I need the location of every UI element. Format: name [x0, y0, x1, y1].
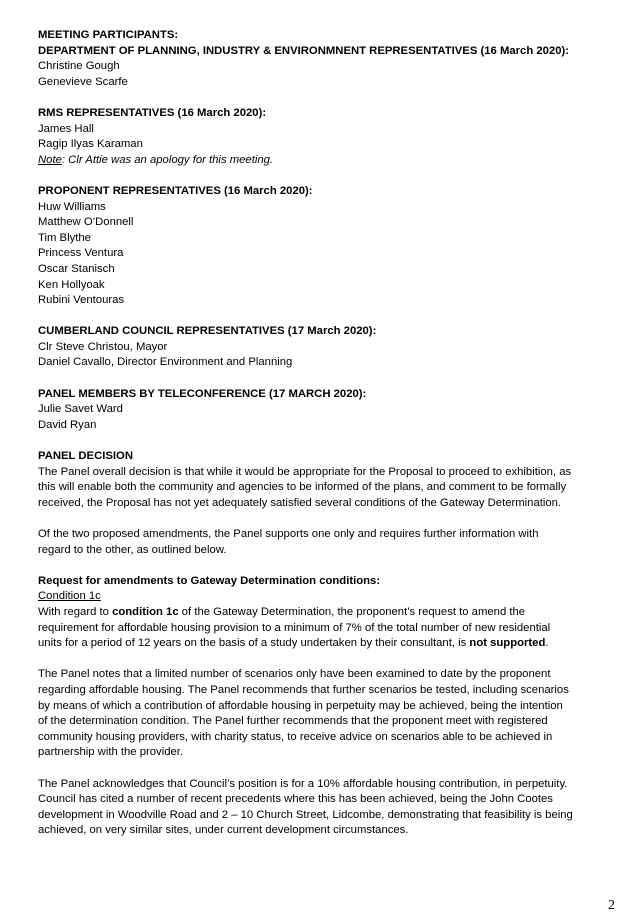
rms-heading: RMS REPRESENTATIVES (16 March 2020): — [38, 106, 267, 119]
meeting-participants-heading: MEETING PARTICIPANTS: — [38, 29, 179, 41]
condition-text: requirement for affordable housing provision to a minimum of 7% of the total number of new residential — [38, 621, 551, 634]
request-heading: Request for amendments to Gateway Determination conditions: — [38, 574, 381, 587]
scenarios-text: regarding affordable housing. The Panel recommends that further scenarios be tested, including scenarios — [38, 683, 569, 696]
condition-text-part: . — [545, 637, 549, 650]
council-heading: CUMBERLAND COUNCIL REPRESENTATIVES (17 March 2020): — [38, 325, 377, 338]
decision-text: this will enable both the community and agencies to be informed of the plans, and comment to be formally — [38, 481, 567, 494]
decision-text: received, the Proposal has not yet adequately satisfied several conditions of the Gateway Determination. — [38, 496, 562, 509]
scenarios-text: The Panel notes that a limited number of scenarios only have been examined to date by the proponent — [38, 668, 551, 681]
page-number: 2 — [608, 898, 615, 913]
document-page — [38, 28, 604, 839]
condition-text-part: With regard to — [38, 605, 113, 618]
panel-decision-heading: PANEL DECISION — [38, 450, 133, 463]
participant-name: Genevieve Scarfe — [38, 75, 128, 88]
participant-name: Christine Gough — [38, 60, 120, 73]
scenarios-text: partnership with the provider. — [38, 746, 184, 759]
scenarios-text: of the determination condition. The Panel further recommends that the proponent meet with registered — [38, 715, 548, 728]
participant-name: Daniel Cavallo, Director Environment and Planning — [38, 356, 293, 369]
condition-ref: condition 1c — [112, 605, 179, 618]
council-position-text: development in Woodville Road and 2 – 10 Church Street, Lidcombe, demonstrating that feasibility is being — [38, 808, 573, 821]
participant-name: Clr Steve Christou, Mayor — [38, 340, 168, 353]
condition-text-part: of the Gateway Determination, the proponent’s request to amend the — [178, 605, 526, 618]
council-position-text: achieved, on very similar sites, under current development circumstances. — [38, 824, 409, 837]
participant-name: Ragip Ilyas Karaman — [38, 138, 143, 151]
dpie-heading: DEPARTMENT OF PLANNING, INDUSTRY & ENVIRONMNENT REPRESENTATIVES (16 March 2020): — [38, 44, 570, 57]
participant-name: James Hall — [38, 122, 94, 135]
note-text: : Clr Attie was an apology for this meeting. — [61, 153, 274, 166]
participant-name: Ken Hollyoak — [38, 278, 105, 291]
condition-heading: Condition 1c — [38, 590, 101, 603]
participant-name: Princess Ventura — [38, 247, 124, 260]
amendments-text: Of the two proposed amendments, the Panel supports one only and requires further information with — [38, 528, 539, 540]
not-supported-label: not supported — [469, 637, 546, 650]
scenarios-text: by means of which a contribution of affordable housing in perpetuity may be achieved, being the intention — [38, 699, 563, 712]
apology-note — [38, 153, 604, 169]
council-position-text: Council has cited a number of recent precedents where this has been achieved, being the John Cootes — [38, 793, 553, 806]
panel-members-heading: PANEL MEMBERS BY TELECONFERENCE (17 MARCH 2020): — [38, 387, 367, 400]
participant-name: Matthew O’Donnell — [38, 216, 134, 229]
condition-text-part: units for a period of 12 years on the basis of a study undertaken by their consultant, is — [38, 637, 470, 650]
participant-name: Julie Savet Ward — [38, 403, 123, 416]
decision-text: The Panel overall decision is that while it would be appropriate for the Proposal to proceed to exhibition, as — [38, 465, 572, 478]
note-label: Note — [38, 153, 62, 166]
condition-text — [38, 636, 604, 652]
proponent-heading: PROPONENT REPRESENTATIVES (16 March 2020): — [38, 184, 313, 197]
condition-text — [38, 605, 604, 621]
council-position-text: The Panel acknowledges that Council’s position is for a 10% affordable housing contribution, in perpetuity. — [38, 777, 568, 790]
participant-name: Tim Blythe — [38, 231, 91, 244]
participant-name: David Ryan — [38, 418, 97, 431]
participant-name: Oscar Stanisch — [38, 262, 115, 275]
amendments-text: regard to the other, as outlined below. — [38, 543, 227, 556]
participant-name: Huw Williams — [38, 200, 106, 213]
participant-name: Rubini Ventouras — [38, 294, 125, 307]
scenarios-text: community housing providers, with charity status, to receive advice on scenarios able to be achieved in — [38, 730, 553, 743]
